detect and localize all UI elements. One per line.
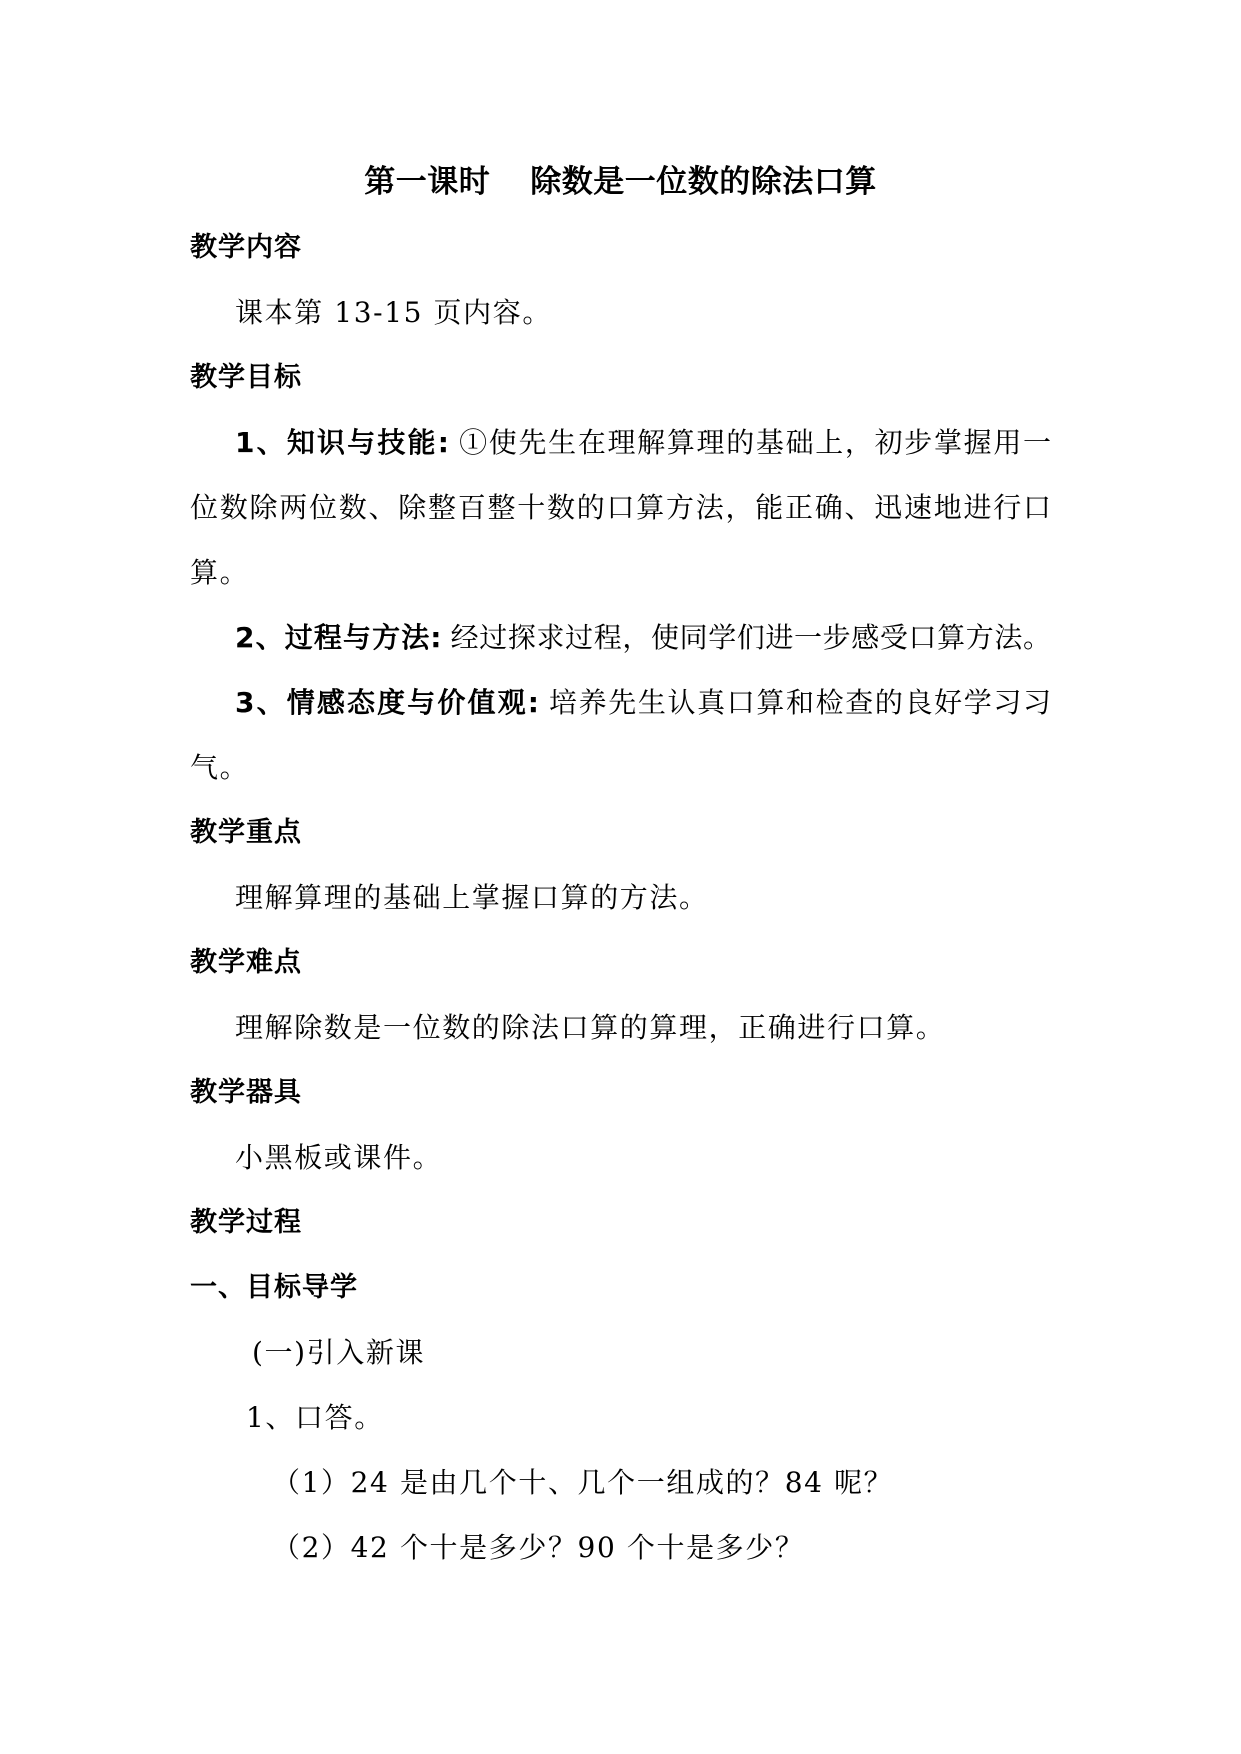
difficult-points-text: 理解除数是一位数的除法口算的算理，正确进行口算。 [235,1011,946,1044]
title-lesson: 第一课时 [364,164,491,200]
process-subheading: (一)引入新课 [252,1336,426,1369]
page-title [190,150,1051,215]
section-heading-teaching-objectives: 教学目标 [190,362,302,393]
objective-2-line-1 [190,605,1051,670]
objective-3-label: 3、情感态度与价值观: [235,686,540,719]
objective-3-line-2: 气。 [190,751,250,784]
key-points-text: 理解算理的基础上掌握口算的方法。 [235,881,709,914]
process-question-1: （1）24 是由几个十、几个一组成的？84 呢？ [272,1466,894,1499]
objective-2-label: 2、过程与方法: [235,621,443,654]
objective-1-line-2: 位数除两位数、除整百整十数的口算方法，能正确、迅速地进行口 [190,491,1051,524]
section-heading-difficult-points: 教学难点 [190,947,302,978]
process-question-2: （2）42 个十是多少？90 个十是多少？ [272,1531,805,1564]
section-heading-teaching-content: 教学内容 [190,232,302,263]
objective-1-line-3: 算。 [190,556,250,589]
process-task: 1、口答。 [246,1401,384,1434]
teaching-content-text: 课本第 13-15 页内容。 [235,296,552,329]
objective-1-label: 1、知识与技能: [235,426,450,459]
title-topic: 除数是一位数的除法口算 [530,164,877,200]
section-heading-teaching-tools: 教学器具 [190,1077,302,1108]
objective-1-line-1 [190,410,1051,475]
teaching-tools-text: 小黑板或课件。 [235,1141,443,1174]
objective-2-text: 经过探求过程，使同学们进一步感受口算方法。 [450,621,1051,654]
objective-3-text: 培养先生认真口算和检查的良好学习习 [547,686,1051,719]
objective-3-line-1 [190,670,1051,735]
objective-1-text: ①使先生在理解算理的基础上，初步掌握用一 [457,426,1051,459]
process-step-heading: 一、目标导学 [190,1272,358,1303]
document-body [190,150,1051,1580]
section-heading-teaching-process: 教学过程 [190,1207,302,1238]
section-heading-key-points: 教学重点 [190,817,302,848]
